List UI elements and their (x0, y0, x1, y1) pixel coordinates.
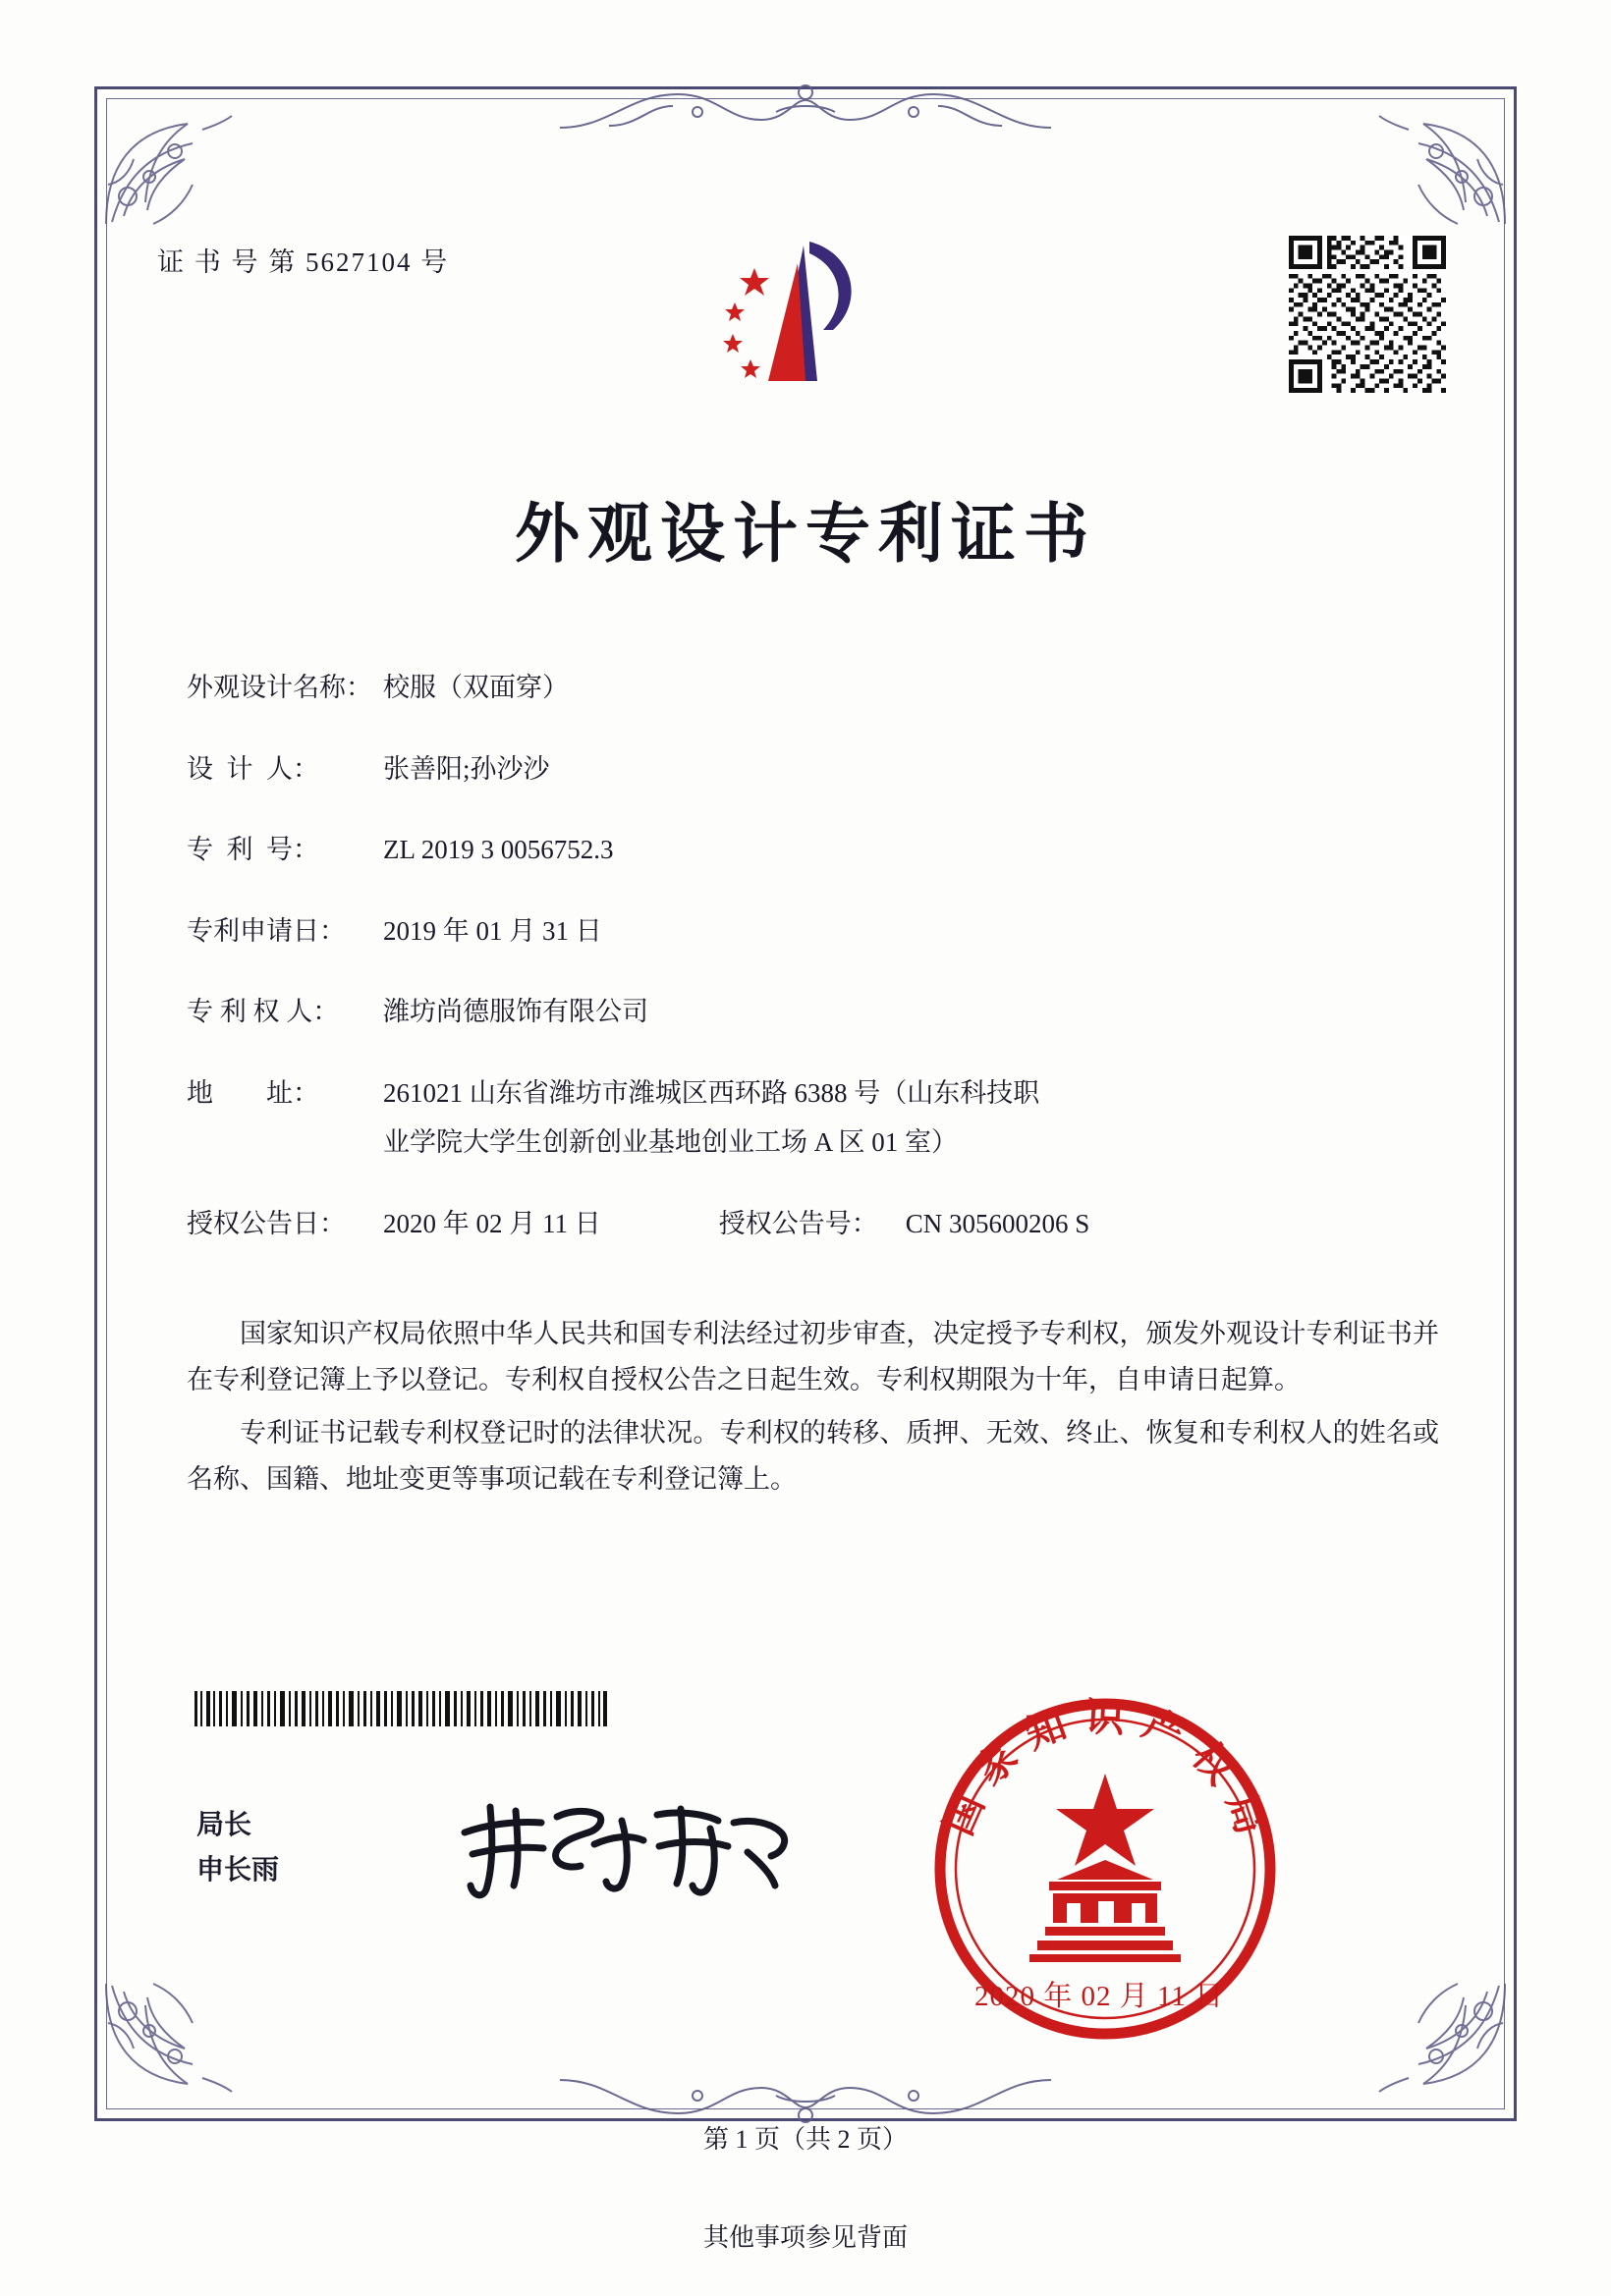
legal-text (187, 1311, 1439, 1508)
cnipa-logo-icon (707, 234, 904, 406)
field-value (383, 1073, 1444, 1163)
director-name: 申长雨 (196, 1855, 280, 1886)
top-ornament-icon (550, 77, 1061, 136)
announcement-number-label: 授权公告号： (718, 1208, 878, 1238)
field-label: 外观设计名称： (187, 673, 372, 702)
field-label: 专 利 号： (187, 835, 319, 864)
corner-ornament-icon (94, 86, 242, 234)
field-label: 专利申请日： (187, 915, 346, 946)
certificate-number: 证 书 号 第 5627104 号 (157, 247, 450, 277)
field-value: 2019 年 01 月 31 日 (383, 915, 602, 946)
announcement-date-label: 授权公告日： (187, 1208, 346, 1238)
handwritten-signature-icon (447, 1787, 801, 1905)
seal-date: 2020 年 02 月 11 日 (974, 1981, 1225, 2012)
field-announcement-row (187, 1204, 1444, 1244)
page-number: 第 1 页（共 2 页） (702, 2125, 908, 2154)
address-line-1: 261021 山东省潍坊市潍城区西环路 6388 号（山东科技职 (383, 1077, 1040, 1108)
field-patent-number (187, 830, 1444, 870)
page-title: 外观设计专利证书 (515, 495, 1096, 572)
field-design-name (187, 668, 1444, 708)
svg-text:国家知识产权局: 国家知识产权局 (934, 1693, 1279, 1855)
legal-paragraph: 专利证书记载专利权登记时的法律状况。专利权的转移、质押、无效、终止、恢复和专利权人的姓名或名称、国籍、地址变更等事项记载在专利登记簿上。 (187, 1417, 1439, 1494)
corner-ornament-icon (1369, 1974, 1517, 2121)
field-address (187, 1073, 1444, 1163)
field-application-date (187, 911, 1444, 952)
qr-code-icon (1289, 236, 1446, 393)
field-value: 潍坊尚德服饰有限公司 (383, 997, 648, 1026)
announcement-date-value: 2020 年 02 月 11 日 (383, 1208, 601, 1238)
back-page-note: 其他事项参见背面 (702, 2223, 908, 2252)
address-line-2: 业学院大学生创新创业基地创业工场 A 区 01 室） (383, 1127, 959, 1157)
field-label: 专 利 权 人： (187, 997, 340, 1026)
field-value: ZL 2019 3 0056752.3 (383, 835, 614, 864)
field-list (187, 668, 1444, 1273)
field-label: 设 计 人： (187, 753, 319, 784)
corner-ornament-icon (94, 1974, 242, 2121)
field-patentee (187, 992, 1444, 1032)
field-designer (187, 749, 1444, 790)
director-title: 局长 (196, 1810, 252, 1840)
legal-paragraph: 国家知识产权局依照中华人民共和国专利法经过初步审查，决定授予专利权，颁发外观设计专利证书并在专利登记簿上予以登记。专利权自授权公告之日起生效。专利权期限为十年，自申请日起算。 (187, 1319, 1439, 1395)
corner-ornament-icon (1369, 86, 1517, 234)
field-value: 张善阳;孙沙沙 (383, 753, 550, 784)
announcement-number-value: CN 305600206 S (905, 1208, 1090, 1238)
field-label: 地 址： (187, 1077, 319, 1108)
barcode-icon (194, 1691, 607, 1726)
field-value: 校服（双面穿） (383, 673, 569, 702)
